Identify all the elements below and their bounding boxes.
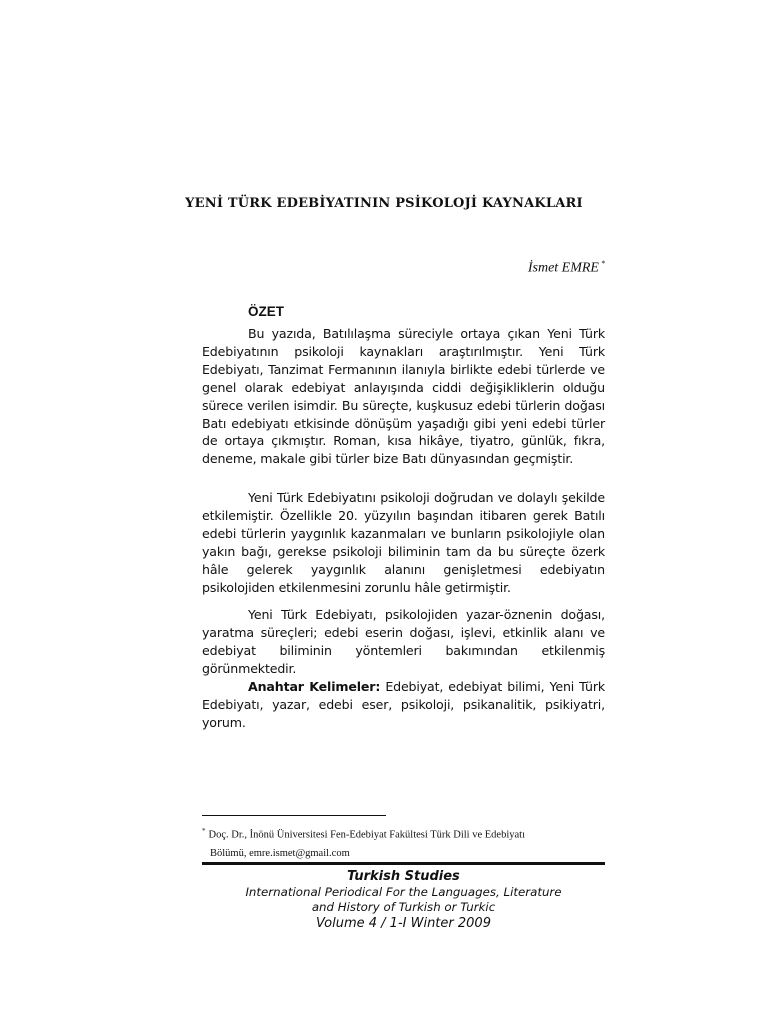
journal-subtitle-1: International Periodical For the Languages, Literature bbox=[245, 885, 562, 899]
author-name: İsmet EMRE bbox=[527, 260, 599, 276]
journal-name: Turkish Studies bbox=[347, 869, 460, 884]
journal-info bbox=[202, 868, 605, 932]
footnote-line-2: Bölümü, emre.ismet@gmail.com bbox=[210, 847, 350, 859]
author-footnote-mark: * bbox=[601, 259, 605, 268]
paragraph-text: Bu yazıda, Batılılaşma süreciyle ortaya çıkan Yeni Türk Edebiyatının psikoloji kaynakları araştırılmıştır. Yeni Türk Edebiyatı, Tanzimat Fermanının ilanıyla birlikte edebi türlerde ve genel olarak edebiyat anlayışında ciddi değişikliklerin olduğu sürece verilen isimdir. Bu süreçte, kuşkusuz edebi türlerin doğası Batı edebiyatı etkisinde dönüşüm yaşadığı gibi yeni edebi türler de ortaya çıkmıştır. Roman, kısa hikâye, tiyatro, günlük, fıkra, deneme, makale gibi türler bize Batı dünyasından geçmiştir. bbox=[202, 326, 605, 467]
author-line bbox=[400, 259, 605, 277]
journal-volume: Volume 4 / 1-I Winter 2009 bbox=[316, 916, 491, 931]
footnote-line-1: Doç. Dr., İnönü Üniversitesi Fen-Edebiyat Fakültesi Türk Dili ve Edebiyatı bbox=[208, 829, 525, 841]
paragraph-text: Yeni Türk Edebiyatı, psikolojiden yazar-öznenin doğası, yaratma süreçleri; edebi eserin doğası, işlevi, etkinlik alanı ve edebiyat biliminin yöntemleri bakımından etkilenmiş görünmektedir. bbox=[202, 607, 605, 676]
abstract-heading: ÖZET bbox=[248, 304, 284, 319]
keywords-text: Edebiyat, edebiyat bilimi, Yeni Türk Edebiyatı, yazar, edebi eser, psikoloji, psikanalitik, psikiyatri, yorum. bbox=[202, 679, 605, 730]
keywords-paragraph bbox=[202, 678, 605, 732]
journal-subtitle-2: and History of Turkish or Turkic bbox=[311, 900, 496, 914]
journal-divider bbox=[202, 862, 605, 865]
article-title: YENİ TÜRK EDEBİYATININ PSİKOLOJİ KAYNAKLARI bbox=[185, 196, 583, 211]
footnote-mark: * bbox=[202, 827, 206, 835]
keywords-label: Anahtar Kelimeler: bbox=[248, 679, 381, 694]
abstract-paragraph-2 bbox=[202, 489, 605, 596]
abstract-paragraph-3 bbox=[202, 606, 605, 678]
footnote-divider bbox=[202, 815, 386, 816]
paragraph-text: Yeni Türk Edebiyatını psikoloji doğrudan ve dolaylı şekilde etkilemiştir. Özellikle 20. yüzyılın başından itibaren gerek Batılı edebi türlerin yaygınlık kazanmaları ve bunların psikolojiyle olan yakın bağı, gerekse psikoloji biliminin tam da bu süreçte özerk hâle gelerek yaygınlık alanını genişletmesi edebiyatın psikolojiden etkilenmesini zorunlu hâle getirmiştir. bbox=[202, 490, 605, 595]
keywords-line bbox=[202, 678, 605, 732]
abstract-paragraph-1 bbox=[202, 325, 605, 468]
footnote bbox=[202, 822, 612, 863]
